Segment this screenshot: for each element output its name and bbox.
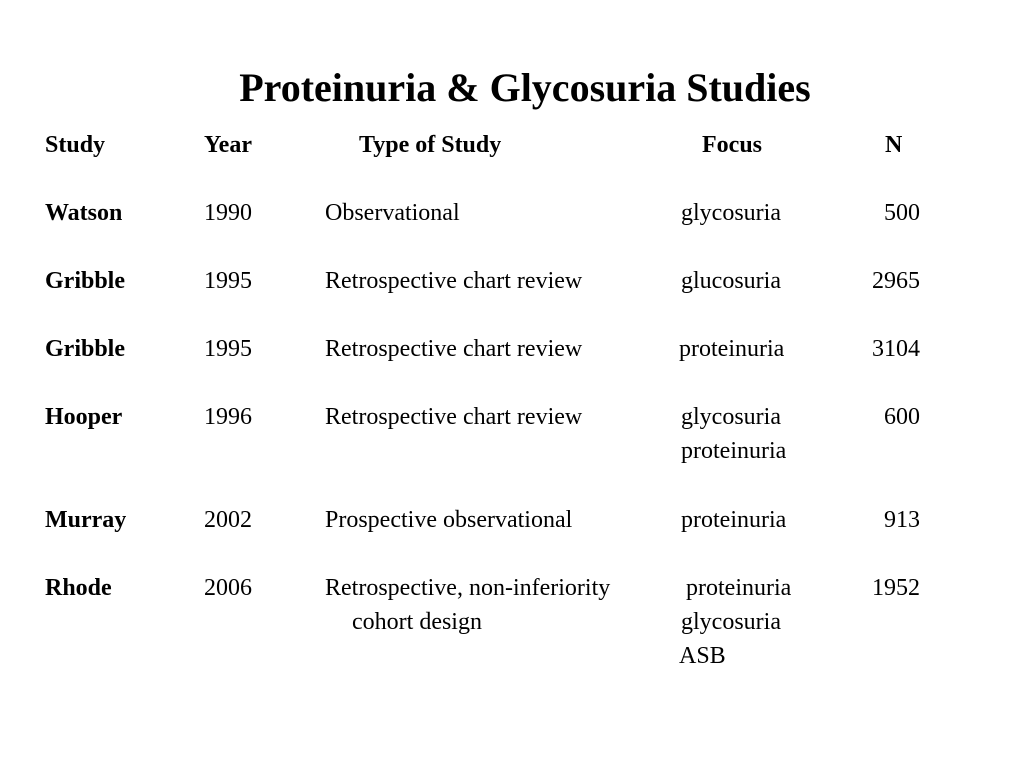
table-row-type: cohort design xyxy=(352,609,482,635)
header-type-of-study: Type of Study xyxy=(359,132,502,158)
header-focus: Focus xyxy=(702,132,762,158)
header-study: Study xyxy=(45,132,106,158)
table-row-focus: ASB xyxy=(679,643,726,669)
table-row-type: Retrospective chart review xyxy=(325,268,583,294)
header-n: N xyxy=(885,132,903,158)
table-row-type: Observational xyxy=(325,200,460,226)
table-row-n: 3104 xyxy=(872,336,920,362)
table-row-study: Gribble xyxy=(45,336,126,362)
table-row-focus: glucosuria xyxy=(681,268,781,294)
table-row-focus: glycosuria xyxy=(681,200,781,226)
table-row-year: 1996 xyxy=(204,404,252,430)
table-row-year: 2006 xyxy=(204,575,252,601)
table-row-year: 1995 xyxy=(204,268,252,294)
table-row-study: Rhode xyxy=(45,575,112,601)
table-row-type: Retrospective, non-inferiority xyxy=(325,575,611,601)
table-row-focus: proteinuria xyxy=(681,507,787,533)
table-row-n: 2965 xyxy=(872,268,920,294)
table-row-year: 2002 xyxy=(204,507,252,533)
table-row-n: 500 xyxy=(884,200,920,226)
table-row-study: Watson xyxy=(45,200,123,226)
table-row-study: Hooper xyxy=(45,404,123,430)
table-row-focus: proteinuria xyxy=(681,438,787,464)
table-row-focus: glycosuria xyxy=(681,404,781,430)
table-row-n: 913 xyxy=(884,507,920,533)
table-row-type: Retrospective chart review xyxy=(325,404,583,430)
table-row-type: Retrospective chart review xyxy=(325,336,583,362)
table-row-year: 1995 xyxy=(204,336,252,362)
table-row-study: Murray xyxy=(45,507,127,533)
table-row-n: 1952 xyxy=(872,575,920,601)
table-row-focus: glycosuria xyxy=(681,609,781,635)
slide-title: Proteinuria & Glycosuria Studies xyxy=(239,65,811,110)
table-row-study: Gribble xyxy=(45,268,126,294)
table-row-type: Prospective observational xyxy=(325,507,573,533)
table-row-focus: proteinuria xyxy=(686,575,792,601)
table-row-year: 1990 xyxy=(204,200,252,226)
header-year: Year xyxy=(204,132,252,158)
table-row-focus: proteinuria xyxy=(679,336,785,362)
table-row-n: 600 xyxy=(884,404,920,430)
